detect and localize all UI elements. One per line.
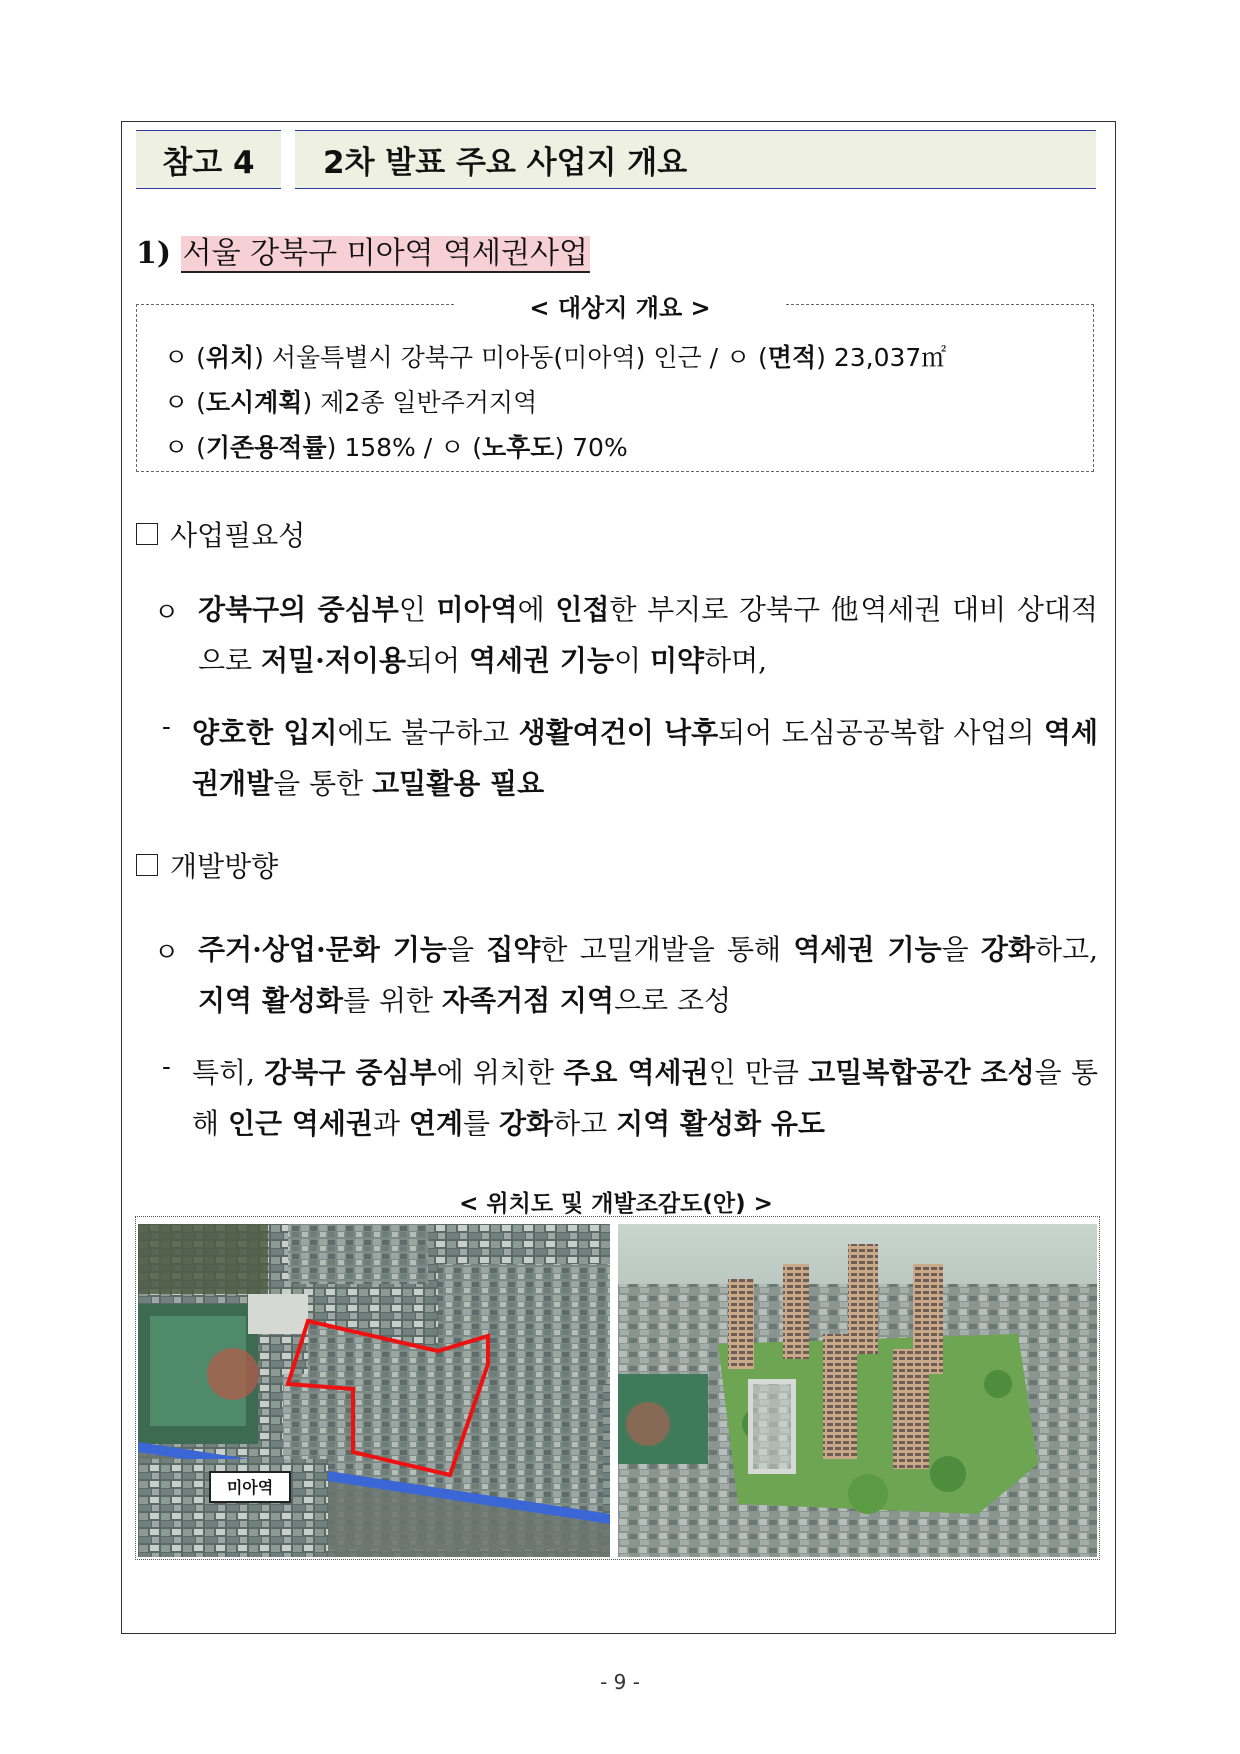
dash-bullet-icon: - bbox=[162, 712, 171, 742]
aerial-map-icon bbox=[138, 1224, 610, 1557]
section-heading bbox=[136, 228, 590, 272]
page-number: - 9 - bbox=[600, 1670, 640, 1694]
location-map-image bbox=[138, 1224, 610, 1557]
circle-bullet-icon: ㅇ bbox=[154, 598, 180, 628]
section-number: 1) bbox=[136, 236, 172, 271]
overview-value: 158% / ㅇ bbox=[344, 433, 465, 462]
need-heading-text: 사업필요성 bbox=[170, 519, 306, 552]
figure-caption: < 위치도 및 개발조감도(안) > bbox=[459, 1191, 773, 1217]
overview-title: < 대상지 개요 > bbox=[455, 288, 785, 323]
checkbox-square-icon bbox=[136, 854, 158, 876]
title-bar bbox=[136, 130, 1096, 189]
overview-line-zoning: ㅇ (도시계획) 제2종 일반주거지역 bbox=[164, 388, 538, 417]
page-title: 2차 발표 주요 사업지 개요 bbox=[295, 130, 1096, 189]
reference-label: 참고 4 bbox=[136, 130, 281, 189]
need-paragraph-1: 강북구의 중심부인 미아역에 인접한 부지로 강북구 他역세권 대비 상대적으로 저밀·저이용되어 역세권 기능이 미약하며, bbox=[198, 593, 1098, 677]
overview-key: 위치 bbox=[205, 343, 255, 372]
direction-heading-text: 개발방향 bbox=[170, 850, 279, 883]
overview-key: 면적 bbox=[767, 343, 817, 372]
section-title: 서울 강북구 미아역 역세권사업 bbox=[182, 236, 588, 271]
overview-value: 70% bbox=[572, 433, 628, 462]
overview-value: 제2종 일반주거지역 bbox=[320, 388, 538, 417]
development-rendering-image bbox=[618, 1224, 1097, 1557]
overview-line-location: ㅇ (위치) 서울특별시 강북구 미아동(미아역) 인근 / ㅇ (면적) 23,037㎡ bbox=[164, 343, 947, 372]
building-rendering-icon bbox=[618, 1224, 1097, 1557]
overview-value: 23,037㎡ bbox=[833, 343, 947, 372]
overview-value: 서울특별시 강북구 미아동(미아역) 인근 / ㅇ bbox=[271, 343, 751, 372]
overview-key: 노후도 bbox=[481, 433, 555, 462]
direction-paragraph-1: 주거·상업·문화 기능을 집약한 고밀개발을 통해 역세권 기능을 강화하고, 지역 활성화를 위한 자족거점 지역으로 조성 bbox=[198, 933, 1098, 1017]
overview-line-far: ㅇ (기존용적률) 158% / ㅇ (노후도) 70% bbox=[164, 433, 628, 462]
overview-key: 기존용적률 bbox=[205, 433, 327, 462]
dash-bullet-icon: - bbox=[162, 1052, 171, 1082]
need-paragraph-2: 양호한 입지에도 불구하고 생활여건이 낙후되어 도심공공복합 사업의 역세권개발을 통한 고밀활용 필요 bbox=[192, 716, 1098, 800]
overview-key: 도시계획 bbox=[205, 388, 303, 417]
direction-paragraph-2: 특히, 강북구 중심부에 위치한 주요 역세권인 만큼 고밀복합공간 조성을 통해 인근 역세권과 연계를 강화하고 지역 활성화 유도 bbox=[192, 1056, 1098, 1140]
need-heading bbox=[136, 514, 305, 554]
checkbox-square-icon bbox=[136, 523, 158, 545]
direction-heading bbox=[136, 845, 278, 885]
circle-bullet-icon: ㅇ bbox=[154, 938, 180, 968]
station-label: 미아역 bbox=[226, 1478, 274, 1497]
